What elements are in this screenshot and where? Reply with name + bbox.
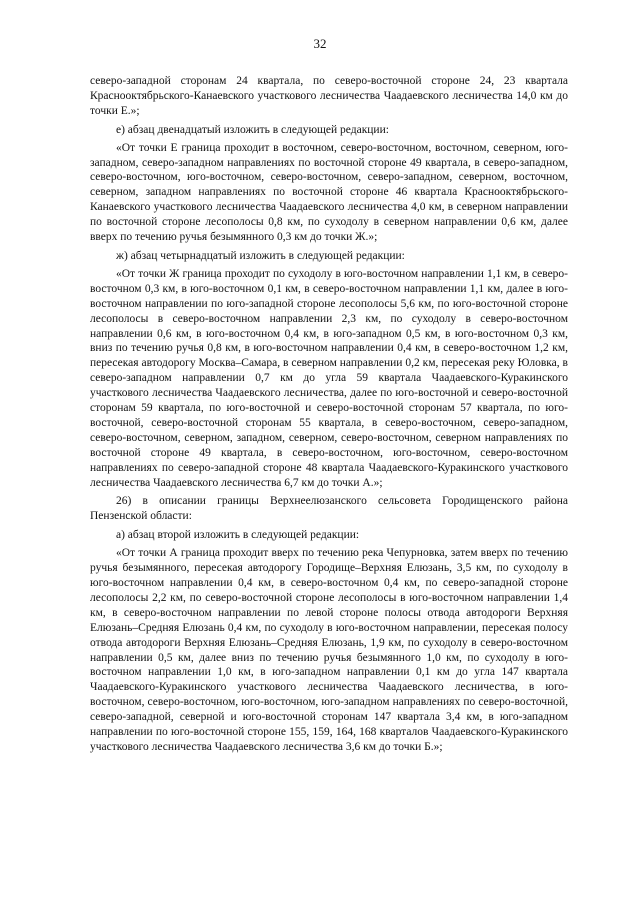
paragraph-amendment-a: а) абзац второй изложить в следующей редакции: bbox=[116, 529, 360, 542]
paragraph-amendment-e: е) абзац двенадцатый изложить в следующей редакции: bbox=[116, 123, 389, 136]
paragraph-quote-point-e: «От точки Е граница проходит в восточном, северо-восточном, восточном, северном, юго-западном, северо-западном направлениях по восточной стороне 49 квартала, в северо-западном, северо-восточном, юго-восточном, северо-восточном, северо-западном, северном, восточном, северном, западном направлениях по восточной стороне 46 квартала Краснооктябрьского-Канаевского участкового лесничества Чаадаевского лесничества 4,0 км, в северном направлении по восточной стороне лесополосы 0,8 км, по суходолу в северном направлении 0,6 км, далее вверх по течению ручья безымянного 0,3 км до точки Ж.»; bbox=[90, 141, 568, 244]
paragraph-amendment-zh: ж) абзац четырнадцатый изложить в следующей редакции: bbox=[116, 249, 405, 262]
paragraph-continuation: северо-западной сторонам 24 квартала, по северо-восточной стороне 24, 23 квартала Краснооктябрьского-Канаевского участкового лесничества Чаадаевского лесничества 14,0 км до точки Е.»; bbox=[90, 75, 568, 117]
document-body bbox=[90, 74, 568, 759]
paragraph-quote-point-a: «От точки А граница проходит вверх по течению река Чепурновка, затем вверх по течению ручья безымянного, пересекая автодорогу Городище–Верхняя Елюзань, 3,5 км, по суходолу в юго-восточном направлении 0,4 км, в северо-восточном 0,4 км, по северо-западной стороне лесополосы 2,2 км, по северо-восточной стороне лесополосы в юго-восточном направлении 1,4 км, в северо-восточном направлении по левой стороне полосы отвода автодороги Верхняя Елюзань–Средняя Елюзань 0,4 км, по суходолу в юго-восточном направлении, пересекая полосу отвода автодороги Верхняя Елюзань–Средняя Елюзань, 1,9 км, по суходолу в северо-восточном направлении 0,5 км, далее вниз по течению ручья безымянного 1,0 км, по суходолу в юго-восточном направлении 1,0 км, в юго-западном направлении 0,1 км до угла 147 квартала Чаадаевского-Куракинского участкового лесничества Чаадаевского лесничества, в юго-восточном, северо-восточном, юго-восточном, юго-западном направлениях по северо-восточной, северо-западной, северной и юго-восточной сторонам 147 квартала 3,4 км, в юго-западном направлении по юго-восточной стороне 155, 159, 164, 168 кварталов Чаадаевского-Куракинского участкового лесничества Чаадаевского лесничества 3,6 км до точки Б.»; bbox=[90, 547, 568, 753]
page-number: 32 bbox=[313, 36, 327, 51]
paragraph-quote-point-zh: «От точки Ж граница проходит по суходолу в юго-восточном направлении 1,1 км, в северо-восточном 0,3 км, в юго-восточном 0,1 км, в северо-восточном направлении 1,1 км, далее в юго-восточном направлении по юго-западной стороне лесополосы 5,6 км, по юго-восточной стороне лесополосы в северо-восточном направлении 2,3 км, по суходолу в северо-восточном направлении 0,6 км, в юго-восточном 0,4 км, в юго-западном 0,5 км, в юго-восточном 0,3 км, вниз по течению ручья 0,8 км, в юго-восточном направлении 0,4 км, в северо-восточном 1,2 км, пересекая автодорогу Москва–Самара, в северном направлении 0,2 км, пересекая реку Юловка, в северо-западном направлении 0,7 км до угла 59 квартала Чаадаевского-Куракинского участкового лесничества Чаадаевского лесничества, далее по юго-восточной и северо-восточной сторонам 59 квартала, по юго-восточной и северо-восточной сторонам 57 квартала, по юго-восточной, северо-восточной сторонам 55 квартала, в северо-восточном, северо-западном, северо-восточном, северном, западном, северном, северо-восточном, северном направлениях по восточной стороне 49 квартала, в северо-восточном, юго-восточном, северо-восточном направлениях по северо-западной стороне 48 квартала Чаадаевского-Куракинского участкового лесничества Чаадаевского лесничества 6,7 км до точки А.»; bbox=[90, 267, 568, 489]
paragraph-section-26: 26) в описании границы Верхнеелюзанского сельсовета Городищенского района Пензенской области: bbox=[90, 495, 568, 523]
